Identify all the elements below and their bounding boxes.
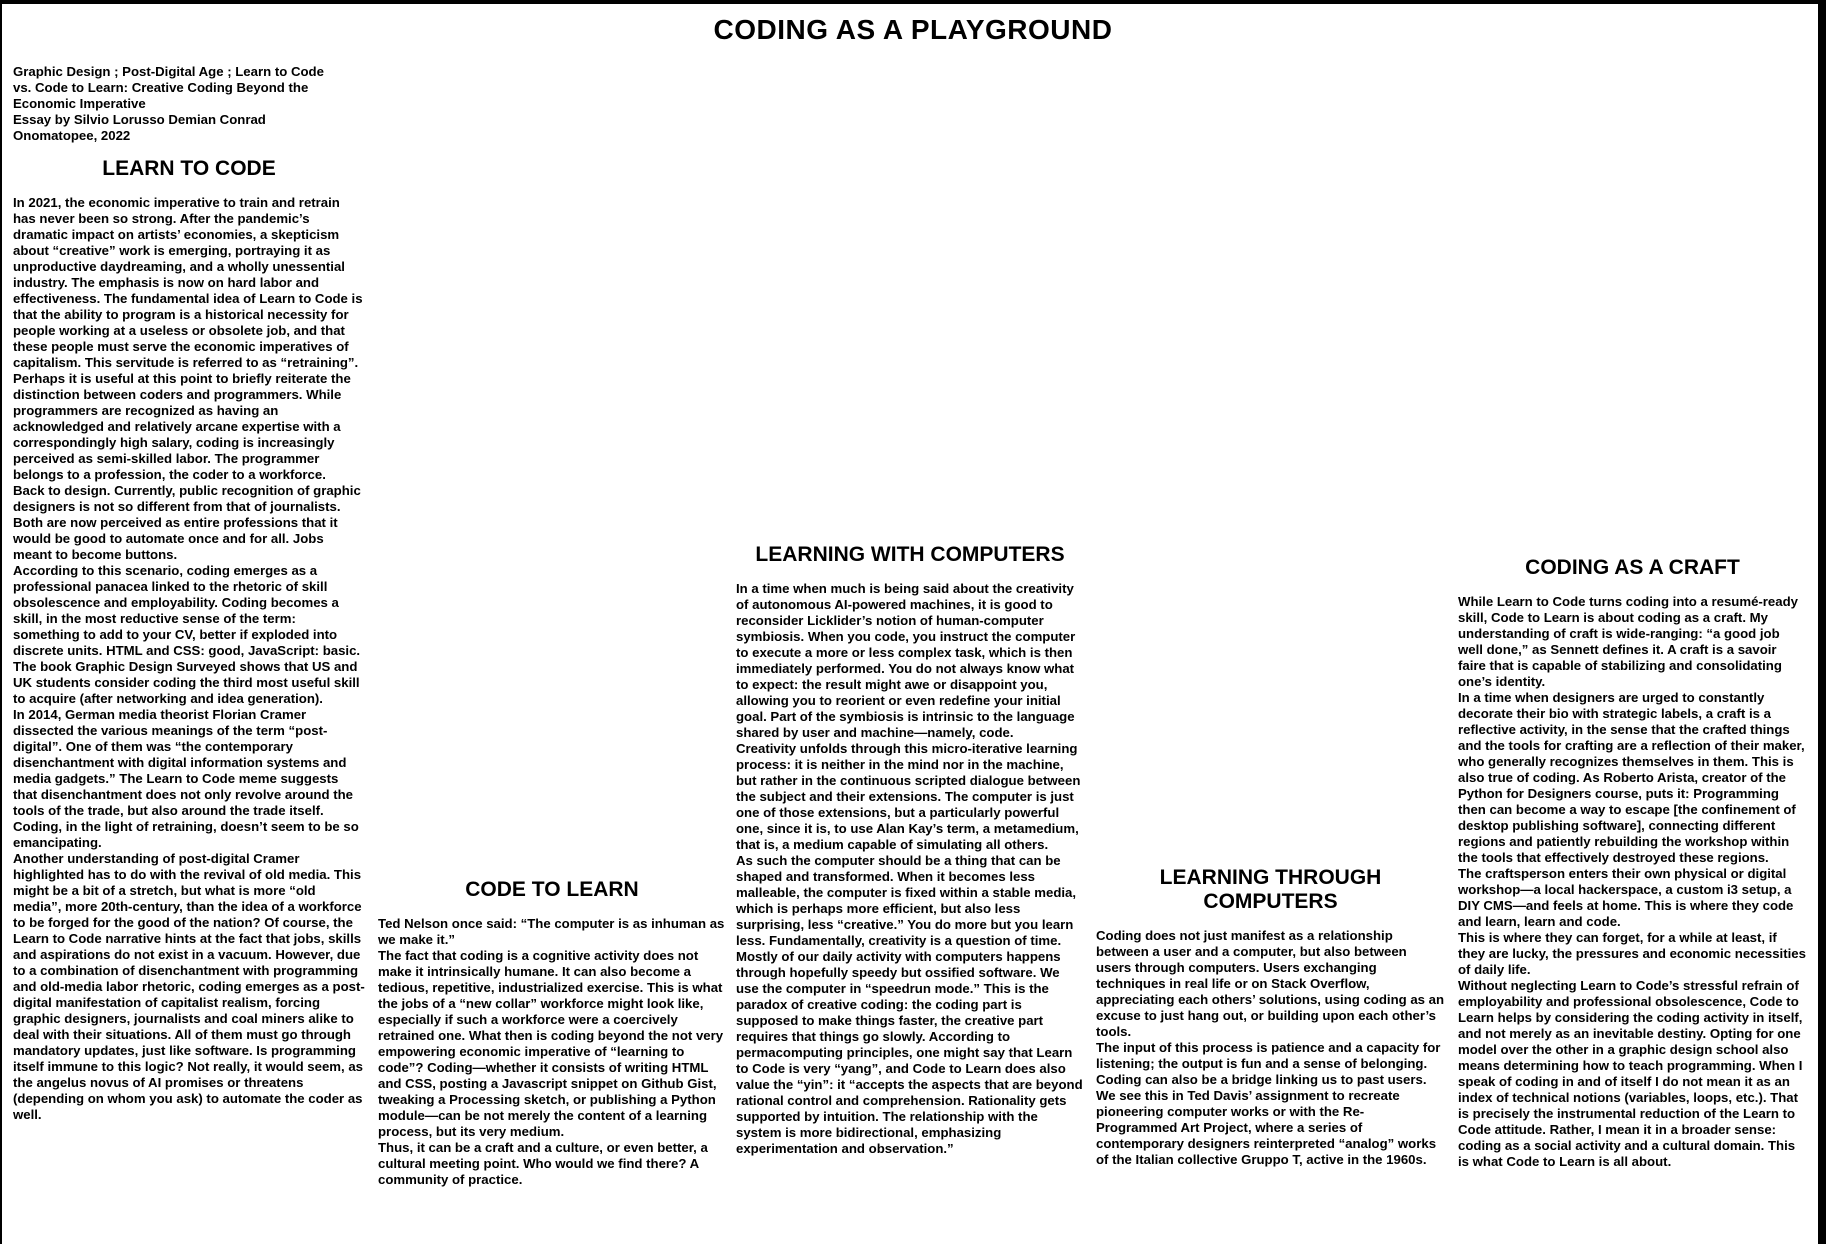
column-learning-with-computers — [736, 543, 1084, 1157]
paragraph: In a time when designers are urged to constantly decorate their bio with strategic labels, a craft is a reflective activity, in the sense that the crafted things and the tools for crafting are a reflection of their maker, who generally recognizes themselves in them. This is also true of coding. As Roberto Arista, creator of the Python for Designers course, puts it: Programming then can become a way to escape [the confinement of desktop publishing software], connecting different regions and patiently rebuilding the workshop within the tools that effectively destroyed these regions. — [1458, 690, 1805, 865]
meta-line: Economic Imperative — [13, 96, 146, 111]
paragraph: The book Graphic Design Surveyed shows that US and UK students consider coding the third most useful skill to acquire (after networking and idea generation). — [13, 659, 360, 706]
paragraph: We see this in Ted Davis’ assignment to recreate pioneering computer works or with the Re-Programmed Art Project, where a series of contemporary designers reinterpreted “analog” works of the Italian collective Gruppo T, active in the 1960s. — [1096, 1088, 1437, 1167]
column-code-to-learn — [378, 878, 726, 1188]
column-learn-to-code — [13, 64, 365, 1123]
section-heading-learn-to-code: LEARN TO CODE — [102, 157, 276, 180]
section-heading-coding-as-a-craft: CODING AS A CRAFT — [1525, 556, 1740, 579]
section-body-learn-to-code — [13, 195, 365, 1123]
paragraph: The fact that coding is a cognitive activity does not make it intrinsically humane. It can also become a tedious, repetitive, industrialized exercise. This is what the jobs of a “new collar” workforce might look like, especially if such a workforce were a coercively retrained one. What then is coding beyond the not very empowering economic imperative of “learning to code”? Coding—whether it consists of writing HTML and CSS, posting a Javascript snippet on Github Gist, tweaking a Processing sketch, or publishing a Python module—can be not merely the content of a learning process, but its very medium. — [378, 948, 724, 1139]
column-coding-as-a-craft — [1458, 556, 1807, 1170]
paragraph: In a time when much is being said about the creativity of autonomous AI-powered machines, it is good to reconsider Licklider’s notion of human-computer symbiosis. When you code, you instruct the computer to execute a more or less complex task, which is then immediately performed. You do not always know what to expect: the result might awe or disappoint you, allowing you to reorient or even redefine your initial goal. Part of the symbiosis is intrinsic to the language shared by user and machine—namely, code. — [736, 581, 1076, 740]
meta-line: Essay by Silvio Lorusso Demian Conrad — [13, 112, 266, 127]
paragraph: Another understanding of post-digital Cramer highlighted has to do with the revival of old media. This might be a bit of a stretch, but what is more “old media”, more 20th-century, than the idea of a workforce to be forged for the good of the nation? Of course, the Learn to Code narrative hints at the fact that jobs, skills and aspirations do not exist in a vacuum. However, due to a combination of disenchantment with programming and old-media labor rhetoric, coding emerges as a post-digital manifestation of capitalist realism, forcing graphic designers, journalists and coal miners alike to deal with their situations. All of them must go through mandatory updates, just like software. Is programming itself immune to this logic? Not really, it would seem, as the angelus novus of AI promises or threatens (depending on whom you ask) to automate the coder as well. — [13, 851, 365, 1122]
paragraph: Without neglecting Learn to Code’s stressful refrain of employability and professional obsolescence, Code to Learn helps by considering the coding activity in itself, and not merely as an inevitable destiny. Opting for one model over the other in a graphic design school also means determining how to teach programming. When I speak of coding in and of itself I do not mean it as an index of technical notions (variables, loops, etc.). That is precisely the instrumental reduction of the Learn to Code attitude. Rather, I mean it in a broader sense: coding as a social activity and a cultural domain. This is what Code to Learn is all about. — [1458, 978, 1803, 1169]
paragraph: In 2021, the economic imperative to train and retrain has never been so strong. After the pandemic’s dramatic impact on artists’ economies, a skepticism about “creative” work is emerging, portraying it as unproductive daydreaming, and a wholly unessential industry. The emphasis is now on hard labor and effectiveness. The fundamental idea of Learn to Code is that the ability to program is a historical necessity for people working at a useless or obsolete job, and that these people must serve the economic imperatives of capitalism. This servitude is referred to as “retraining”. Perhaps it is useful at this point to briefly reiterate the distinction between coders and programmers. While programmers are recognized as having an acknowledged and relatively arcane expertise with a correspondingly high salary, coding is increasingly perceived as semi-skilled labor. The programmer belongs to a profession, the coder to a workforce. — [13, 195, 363, 482]
top-edge-bar — [0, 0, 1826, 4]
section-body-coding-as-a-craft — [1458, 594, 1807, 1170]
meta-line: Graphic Design ; Post-Digital Age ; Learn to Code — [13, 64, 324, 79]
section-body-code-to-learn — [378, 916, 726, 1188]
paragraph: This is where they can forget, for a while at least, if they are lucky, the pressures and economic necessities of daily life. — [1458, 930, 1806, 977]
paragraph: Ted Nelson once said: “The computer is as inhuman as we make it.” — [378, 916, 725, 947]
paragraph: The craftsperson enters their own physical or digital workshop—a local hackerspace, a custom i3 setup, a DIY CMS—and feels at home. This is where they code and learn, learn and code. — [1458, 866, 1794, 929]
section-body-learning-through-computers — [1096, 928, 1445, 1168]
left-edge-bar — [0, 0, 2, 1244]
paragraph: The input of this process is patience and a capacity for listening; the output is fun and a sense of belonging. Coding can also be a bridge linking us to past users. — [1096, 1040, 1441, 1087]
paragraph: Back to design. Currently, public recognition of graphic designers is not so different from that of journalists. Both are now perceived as entire professions that it would be good to automate once and for all. Jobs meant to become buttons. — [13, 483, 361, 562]
paragraph: Creativity unfolds through this micro-iterative learning process: it is neither in the mind nor in the machine, but rather in the continuous scripted dialogue between the subject and their extensions. The computer is just one of those extensions, but a particularly powerful one, since it is, to use Alan Kay’s term, a metamedium, that is, a medium capable of simulating all others. — [736, 741, 1081, 852]
paragraph: Thus, it can be a craft and a culture, or even better, a cultural meeting point. Who would we find there? A community of practice. — [378, 1140, 708, 1187]
paragraph: Coding does not just manifest as a relationship between a user and a computer, but also between users through computers. Users exchanging techniques in real life or on Stack Overflow, appreciating each others’ solutions, using coding as an excuse to just hang out, or building upon each other’s tools. — [1096, 928, 1445, 1039]
section-heading-code-to-learn: CODE TO LEARN — [465, 878, 639, 901]
essay-metadata — [13, 64, 365, 144]
page-title: CODING AS A PLAYGROUND — [713, 14, 1113, 45]
meta-line: vs. Code to Learn: Creative Coding Beyond the — [13, 80, 309, 95]
section-heading-learning-through-computers: LEARNING THROUGH COMPUTERS — [1159, 866, 1382, 913]
paragraph: While Learn to Code turns coding into a resumé-ready skill, Code to Learn is about coding as a craft. My understanding of craft is wide-ranging: “a good job well done,” as Sennett defines it. A craft is a savoir faire that is capable of stabilizing and consolidating one’s identity. — [1458, 594, 1798, 689]
right-edge-bar — [1818, 0, 1826, 1244]
meta-line: Onomatopee, 2022 — [13, 128, 131, 143]
section-body-learning-with-computers — [736, 581, 1084, 1157]
section-heading-learning-with-computers: LEARNING WITH COMPUTERS — [755, 543, 1065, 566]
paragraph: According to this scenario, coding emerges as a professional panacea linked to the rhetoric of skill obsolescence and employability. Coding becomes a skill, in the most reductive sense of the term: something to add to your CV, better if exploded into discrete units. HTML and CSS: good, JavaScript: basic. — [13, 563, 361, 658]
paragraph: In 2014, German media theorist Florian Cramer dissected the various meanings of the term “post-digital”. One of them was “the contemporary disenchantment with digital information systems and media gadgets.” The Learn to Code meme suggests that disenchantment does not only revolve around the tools of the trade, but also around the trade itself. Coding, in the light of retraining, doesn’t seem to be so emancipating. — [13, 707, 359, 850]
column-learning-through-computers — [1096, 866, 1445, 1168]
paragraph: As such the computer should be a thing that can be shaped and transformed. When it becomes less malleable, the computer is fixed within a stable media, which is perhaps more efficient, but also less surprising, less “creative.” You do more but you learn less. Fundamentally, creativity is a question of time. Mostly of our daily activity with computers happens through hopefully speedy but ossified software. We use the computer in “speedrun mode.” This is the paradox of creative coding: the coding part is supposed to make things faster, the creative part requires that things go slowly. According to permacomputing principles, one might say that Learn to Code is very “yang”, and Code to Learn does also value the “yin”: it “accepts the aspects that are beyond rational control and comprehension. Rationality gets supported by intuition. The relationship with the system is more bidirectional, emphasizing experimentation and observation.” — [736, 853, 1083, 1156]
